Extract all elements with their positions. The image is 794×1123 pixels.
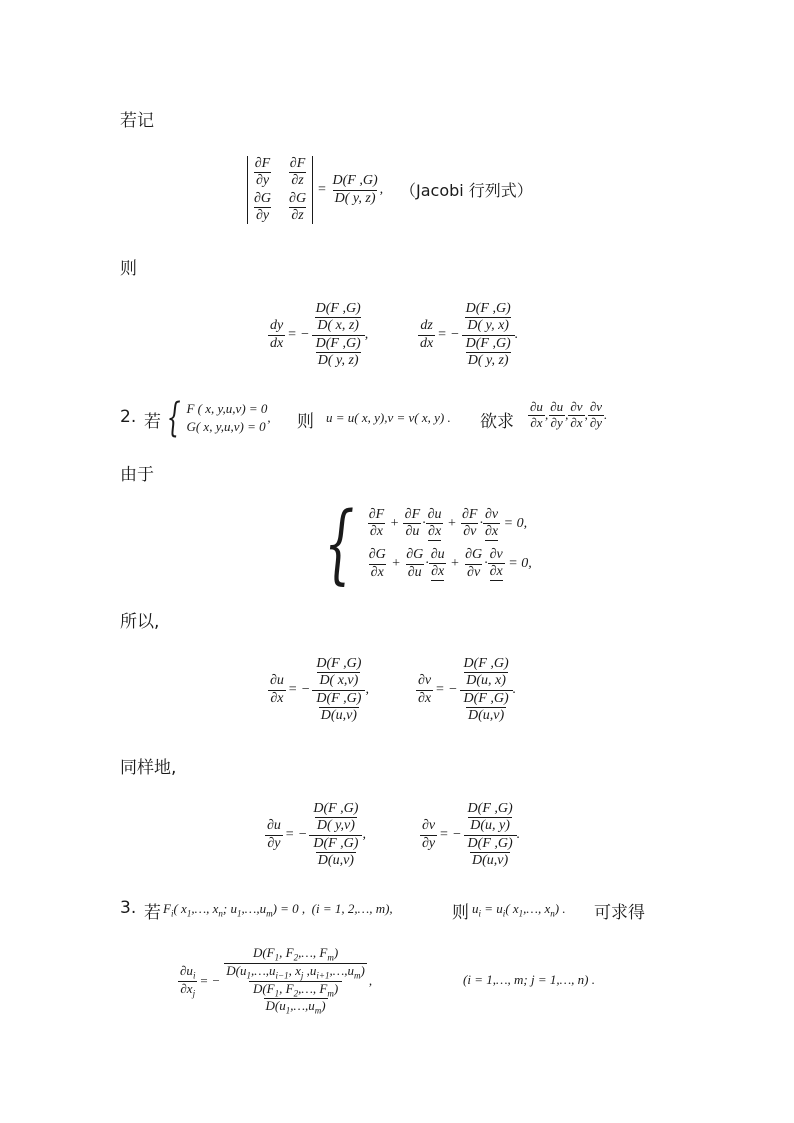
text-ze-3: 则 <box>452 903 469 923</box>
text-ruo: 若 <box>144 412 161 432</box>
jacobi-note: （Jacobi 行列式） <box>400 181 533 200</box>
text-yu-qiu: 欲求 <box>480 412 514 432</box>
formula-dz-dx: $\frac{dz}{dx}$ = − $\frac{\frac{D(F ,G)}{D( y, x)}}{\frac{D(F ,G)}{D( y, z)}}$ . <box>420 301 519 368</box>
formula-dv-dy: $\frac{\partial v}{\partial y}$ = − $\frac{\frac{D(F ,G)}{D(u, y)}}{\frac{D(F ,G)}{D(u,v)}}$ . <box>422 801 521 868</box>
formula-du-dx: $\frac{\partial u}{\partial x}$ = − $\frac{\frac{D(F ,G)}{D( x,v)}}{\frac{D(F ,G)}{D(u,v)}}$ , <box>270 656 369 723</box>
text-suo-yi: 所以, <box>120 612 160 632</box>
system-differentiated: { $\frac{\partial F}{\partial x}$ + $\frac{\partial F}{\partial u}$ · $\frac{\partial u}{\partial x}$ + $\frac{\partial F}{\partial v}$ · $\frac{\partial v}{\partial x}$ = 0, $\frac{\partial G}{\partial x}$ + $\frac{\partial G}{\partial u}$ · $\frac{\partial u}{\partial x}$ + $\frac{\partial G}{\partial v}$ · $\frac{\partial v}{\partial x}$ = 0, <box>324 494 532 594</box>
text-ruo-3: 若 <box>144 903 161 923</box>
text-tong-yang-di: 同样地, <box>120 758 177 778</box>
text-ruo-ji: 若记 <box>120 111 154 131</box>
formula-dui-dxj: $\frac{\partial u_i}{\partial x_j}$ = − $\frac{\frac{D(F_1, F_2,\dots, F_m)}{D(u_1,\dots,u_{i-1}, x_j ,u_{i+1},\dots,u_m)}}{\frac{D(F_1, F_2,\dots, F_m)}{D(u_1,\dots,u_m)}}$ , <box>180 944 373 1017</box>
jacobian-definition: $\frac{\partial F}{\partial y}$ $\frac{\partial F}{\partial z}$ $\frac{\partial G}{\partial y}$ $\frac{\partial G}{\partial z}$ = $\frac{D(F ,G)}{D( y, z)}$ , <box>247 146 383 234</box>
formula-dy-dx: $\frac{dy}{dx}$ = − $\frac{\frac{D(F ,G)}{D( x, z)}}{\frac{D(F ,G)}{D( y, z)}}$ , <box>270 301 369 368</box>
formula-dv-dx: $\frac{\partial v}{\partial x}$ = − $\frac{\frac{D(F ,G)}{D(u, x)}}{\frac{D(F ,G)}{D(u,v)}}$ . <box>418 656 517 723</box>
system-F-G: { F ( x, y,u,v) = 0 G( x, y,u,v) = 0 , <box>166 395 271 441</box>
formula-du-dy: $\frac{\partial u}{\partial y}$ = − $\frac{\frac{D(F ,G)}{D( y,v)}}{\frac{D(F ,G)}{D(u,v)}}$ , <box>267 801 366 868</box>
text-ze-2: 则 <box>297 412 314 432</box>
item-2-number: 2. <box>120 407 137 427</box>
implicit-ui: $u_i = u_i$( $x_1,\dots$, $x_n$) . <box>472 901 566 919</box>
item-3-number: 3. <box>120 898 137 918</box>
text-ke-qiu-de: 可求得 <box>594 903 645 923</box>
system-Fi: $F_i$( $x_1,\dots$, $x_n$; $u_1,\dots,u_m) = 0$ , (i = 1, 2,…, m), <box>163 901 393 919</box>
target-derivatives: $\frac{\partial u}{\partial x}$ , $\frac{\partial u}{\partial y}$ , $\frac{\partial v}{\partial x}$ , $\frac{\partial v}{\partial y}$ . <box>530 399 608 430</box>
jacobian-determinant: $\frac{\partial F}{\partial y}$ $\frac{\partial F}{\partial z}$ $\frac{\partial G}{\partial y}$ $\frac{\partial G}{\partial z}$ <box>247 156 313 224</box>
index-ranges: (i = 1,…, m; j = 1,…, n) . <box>463 972 596 987</box>
text-ze: 则 <box>120 259 137 279</box>
text-you-yu: 由于 <box>120 465 154 485</box>
implicit-uv: u = u( x, y),v = v( x, y) . <box>326 410 451 425</box>
